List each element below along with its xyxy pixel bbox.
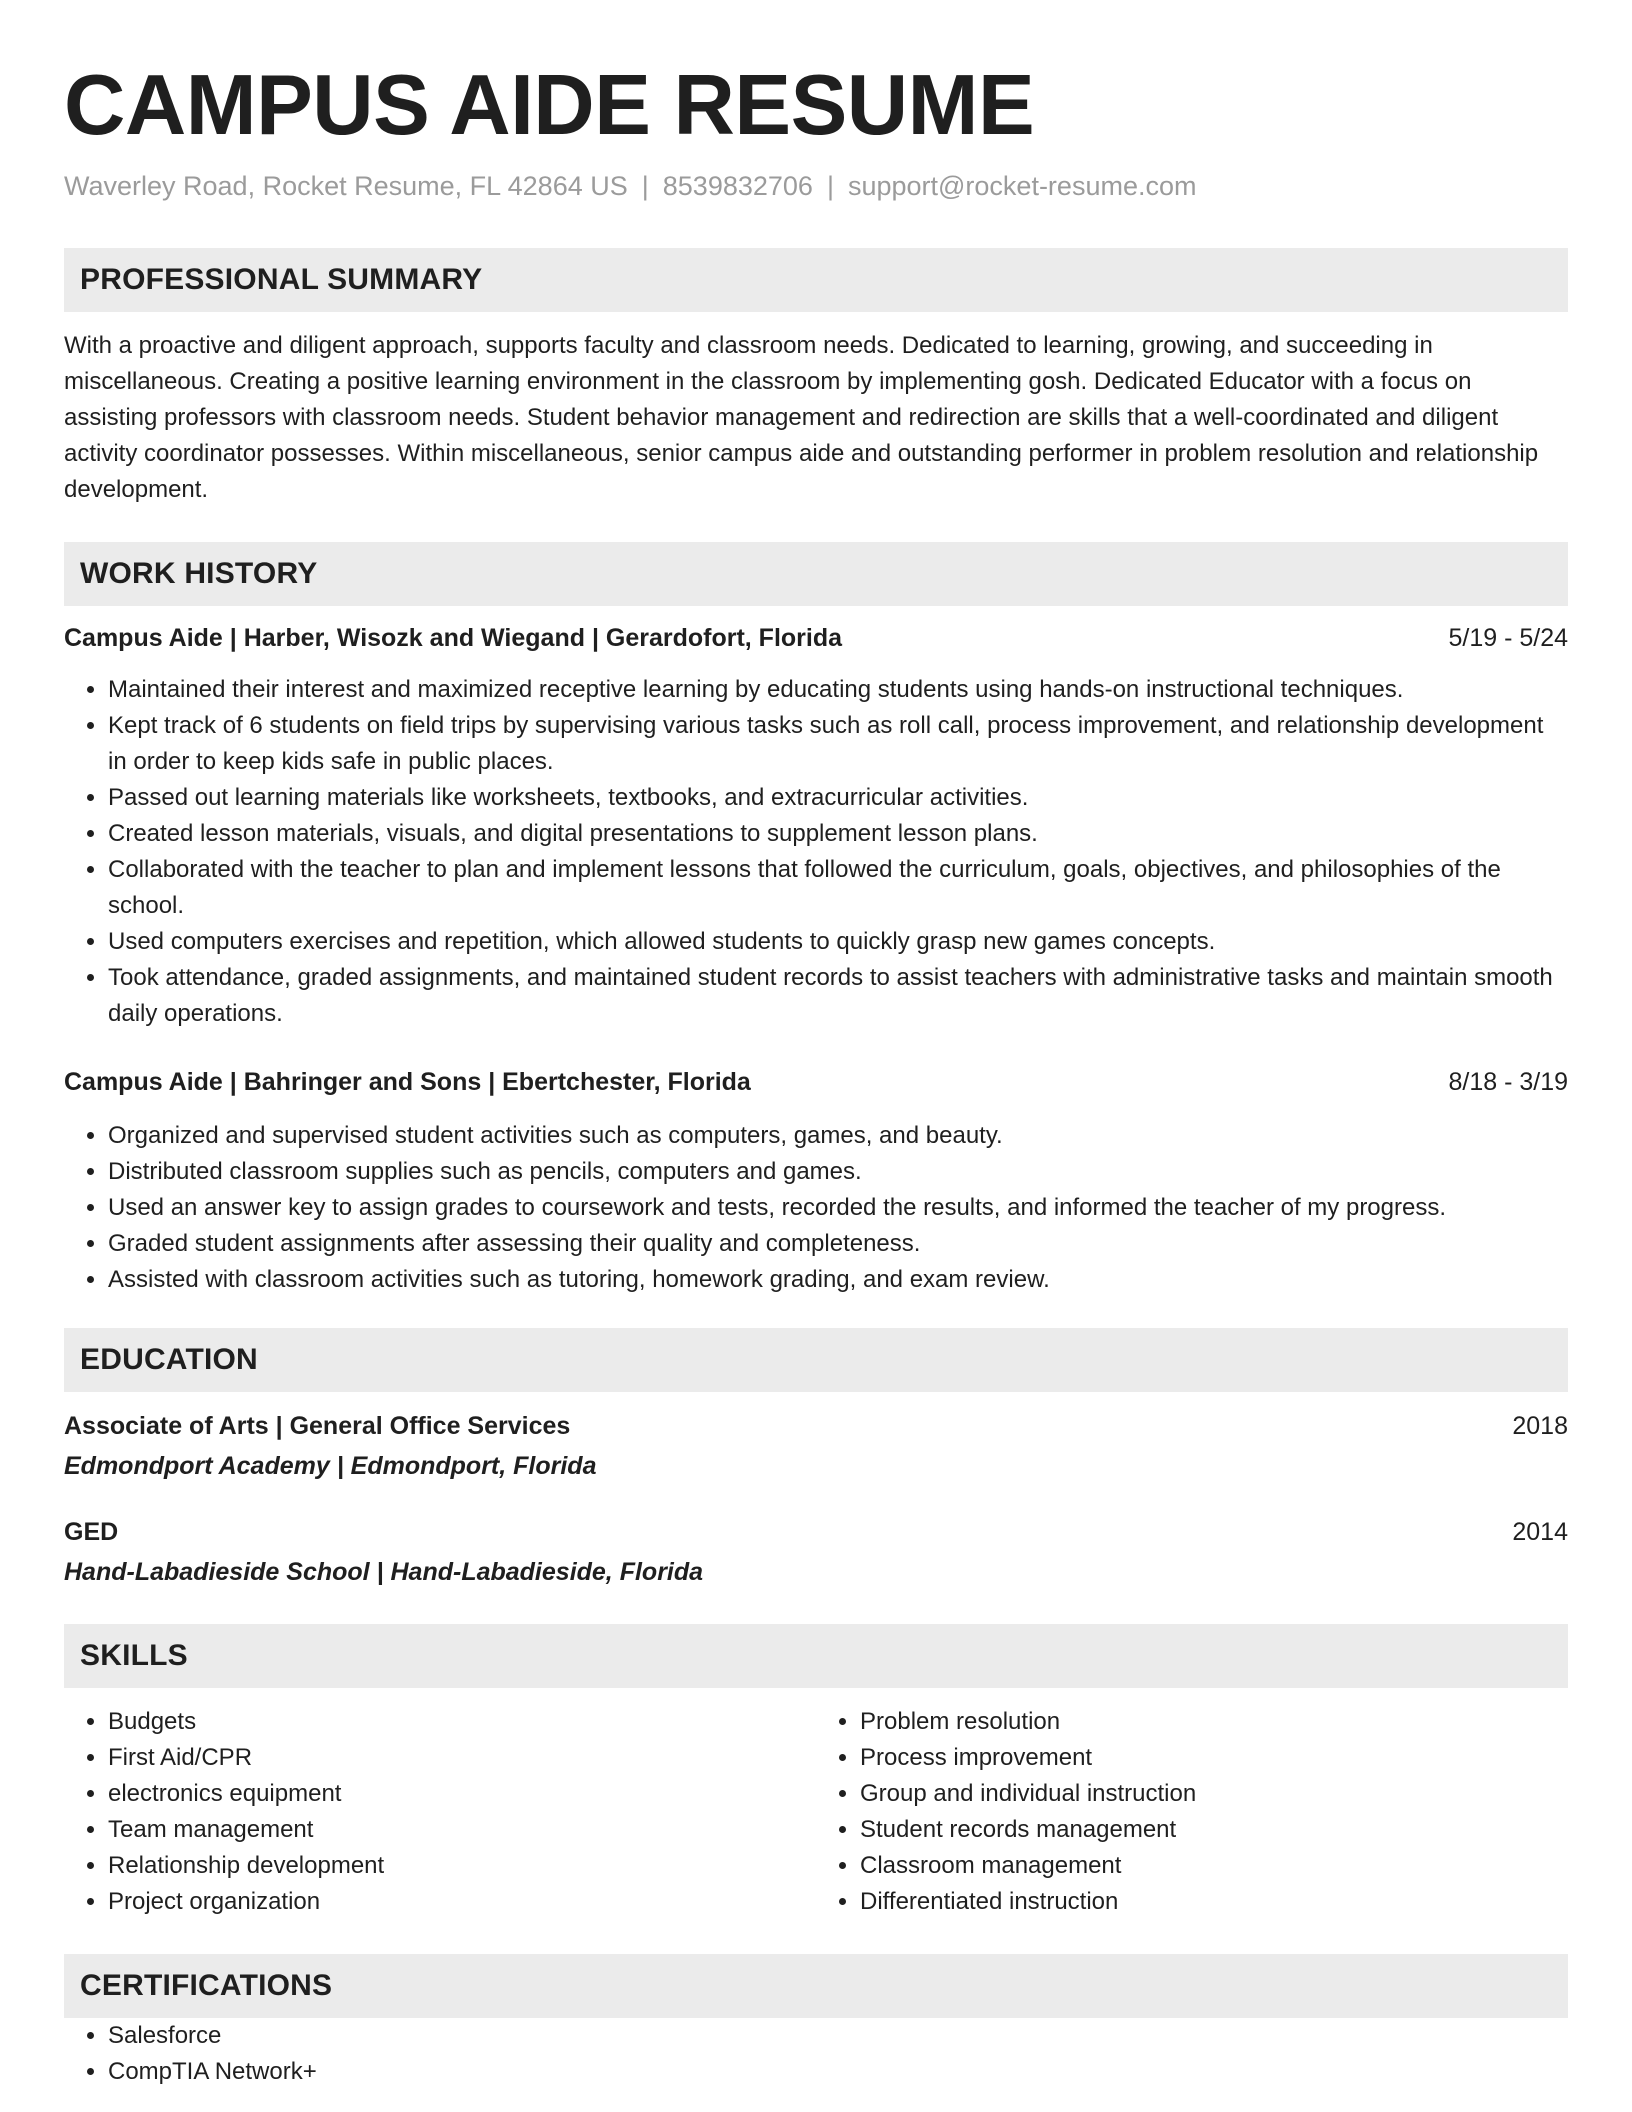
contact-separator: | — [641, 171, 649, 201]
certification-item: • Salesforce — [108, 2018, 1568, 2054]
education-heading: EDUCATION — [64, 1328, 1568, 1392]
degree: GED — [64, 1518, 119, 1546]
skill-item: • Student records management — [860, 1812, 1568, 1848]
graduation-year: 2014 — [1512, 1518, 1568, 1546]
skill-item: • Team management — [108, 1812, 816, 1848]
skill-item: • Group and individual instruction — [860, 1776, 1568, 1812]
skills-columns — [64, 1704, 1568, 1920]
job-dates: 8/18 - 3/19 — [1448, 1068, 1568, 1096]
contact-address: Waverley Road, Rocket Resume, FL 42864 US — [64, 171, 628, 201]
job-bullet: • Distributed classroom supplies such as pencils, computers and games. — [108, 1154, 1568, 1190]
summary-heading: PROFESSIONAL SUMMARY — [64, 248, 1568, 312]
contact-separator: | — [826, 171, 834, 201]
job-bullet: • Kept track of 6 students on field trips by supervising various tasks such as roll call, process improvement, and relationship development in order to keep kids safe in public places. — [108, 708, 1568, 780]
skill-item: • First Aid/CPR — [108, 1740, 816, 1776]
job-title: Campus Aide | Bahringer and Sons | Ebertchester, Florida — [64, 1068, 751, 1096]
education-entry — [64, 1408, 1568, 1484]
job-bullet: • Maintained their interest and maximized receptive learning by educating students using hands-on instructional techniques. — [108, 672, 1568, 708]
job-dates: 5/19 - 5/24 — [1448, 624, 1568, 652]
skill-item: • Budgets — [108, 1704, 816, 1740]
job-header — [64, 620, 1568, 656]
job-entry — [64, 1064, 1568, 1298]
skill-item: • Project organization — [108, 1884, 816, 1920]
skills-heading: SKILLS — [64, 1624, 1568, 1688]
job-bullet: • Created lesson materials, visuals, and digital presentations to supplement lesson plans. — [108, 816, 1568, 852]
certifications-list — [64, 2018, 1568, 2090]
graduation-year: 2018 — [1512, 1412, 1568, 1440]
skill-item: • electronics equipment — [108, 1776, 816, 1812]
work-history-heading: WORK HISTORY — [64, 542, 1568, 606]
job-bullet: • Used computers exercises and repetition, which allowed students to quickly grasp new games concepts. — [108, 924, 1568, 960]
skill-item: • Problem resolution — [860, 1704, 1568, 1740]
contact-line — [64, 168, 1568, 204]
job-header — [64, 1064, 1568, 1100]
degree: Associate of Arts | General Office Services — [64, 1412, 571, 1440]
resume-title: CAMPUS AIDE RESUME — [64, 58, 1035, 153]
skills-list-right — [816, 1704, 1568, 1920]
certifications-heading: CERTIFICATIONS — [64, 1954, 1568, 2018]
skills-list-left — [64, 1704, 816, 1920]
education-header — [64, 1408, 1568, 1444]
education-entry — [64, 1514, 1568, 1590]
contact-email: support@rocket-resume.com — [847, 171, 1197, 201]
job-title: Campus Aide | Harber, Wisozk and Wiegand | Gerardofort, Florida — [64, 624, 843, 652]
school: Edmondport Academy | Edmondport, Florida — [64, 1452, 597, 1480]
skill-item: • Differentiated instruction — [860, 1884, 1568, 1920]
job-entry — [64, 620, 1568, 1032]
education-header — [64, 1514, 1568, 1550]
skill-item: • Relationship development — [108, 1848, 816, 1884]
certification-item: • CompTIA Network+ — [108, 2054, 1568, 2090]
summary-text: With a proactive and diligent approach, supports faculty and classroom needs. Dedicated to learning, growing, and succeeding in miscellaneous. Creating a positive learning environment in the classroom by implementing gosh. Dedicated Educator with a focus on assisting professors with classroom needs. Student behavior management and redirection are skills that a well-coordinated and diligent activity coordinator possesses. Within miscellaneous, senior campus aide and outstanding performer in problem resolution and relationship development. — [64, 332, 1539, 503]
job-bullet: • Used an answer key to assign grades to coursework and tests, recorded the results, and informed the teacher of my progress. — [108, 1190, 1568, 1226]
skill-item: • Classroom management — [860, 1848, 1568, 1884]
job-bullet: • Took attendance, graded assignments, and maintained student records to assist teachers with administrative tasks and maintain smooth daily operations. — [108, 960, 1568, 1032]
job-bullet: • Graded student assignments after assessing their quality and completeness. — [108, 1226, 1568, 1262]
school: Hand-Labadieside School | Hand-Labadieside, Florida — [64, 1558, 704, 1586]
job-bullet: • Organized and supervised student activities such as computers, games, and beauty. — [108, 1118, 1568, 1154]
job-bullets — [64, 672, 1568, 1032]
job-bullets — [64, 1118, 1568, 1298]
job-bullet: • Passed out learning materials like worksheets, textbooks, and extracurricular activities. — [108, 780, 1568, 816]
skill-item: • Process improvement — [860, 1740, 1568, 1776]
contact-phone: 8539832706 — [662, 171, 813, 201]
job-bullet: • Collaborated with the teacher to plan and implement lessons that followed the curriculum, goals, objectives, and philosophies of the school. — [108, 852, 1568, 924]
job-bullet: • Assisted with classroom activities such as tutoring, homework grading, and exam review. — [108, 1262, 1568, 1298]
